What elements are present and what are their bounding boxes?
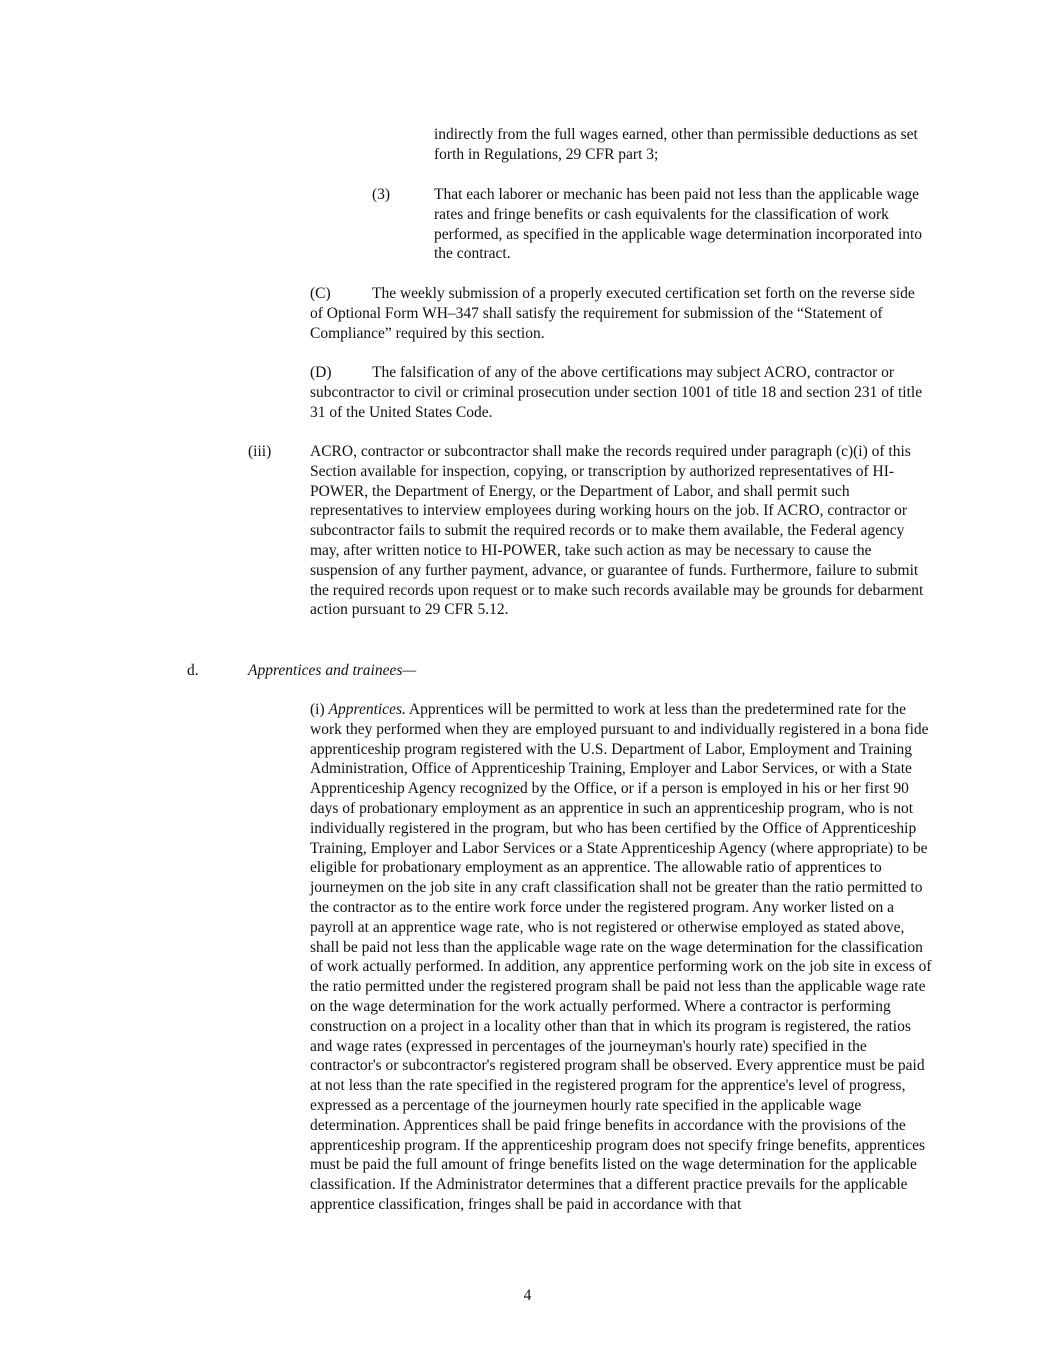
item-c-paragraph — [310, 284, 918, 343]
apprentices-title: Apprentices. — [328, 701, 406, 718]
item-d-label: (D) — [310, 364, 332, 381]
section-d-label: d. — [187, 662, 199, 679]
item-c-text: The weekly submission of a properly executed certification set forth on the reverse side of Optional Form WH–347 shall satisfy the requirement for submission of the “Statement of Compliance” required by this section. — [310, 285, 915, 342]
continuation-paragraph: indirectly from the full wages earned, other than permissible deductions as set forth in Regulations, 29 CFR part 3; — [434, 126, 918, 163]
item-3-paragraph: That each laborer or mechanic has been paid not less than the applicable wage rates and fringe benefits or cash equivalents for the classification of work performed, as specified in the applicable wage determination incorporated into the contract. — [434, 186, 923, 263]
item-iii-label: (iii) — [248, 443, 272, 460]
apprentices-text: Apprentices will be permitted to work at less than the predetermined rate for the work they performed when they are employed pursuant to and individually registered in a bona fide apprenticeship program registered with the U.S. Department of Labor, Employment and Training Administration, Office of Apprenticeship Training, Employer and Labor Services, or with a State Apprenticeship Agency recognized by the Office, or if a person is employed in his or her first 90 days of probationary employment as an apprentice in such an apprenticeship program, who is not individually registered in the program, but who has been certified by the Office of Apprenticeship Training, Employer and Labor Services or a State Apprenticeship Agency (where appropriate) to be eligible for probationary employment as an apprentice. The allowable ratio of apprentices to journeymen on the job site in any craft classification shall not be greater than the ratio permitted to the contractor as to the entire work force under the registered program. Any worker listed on a payroll at an apprentice wage rate, who is not registered or otherwise employed as stated above, shall be paid not less than the applicable wage rate on the wage determination for the classification of work actually performed. In addition, any apprentice performing work on the job site in excess of the ratio permitted under the registered program shall be paid not less than the applicable wage rate on the wage determination for the work actually performed. Where a contractor is performing construction on a project in a locality other than that in which its program is registered, the ratios and wage rates (expressed in percentages of the journeyman's hourly rate) specified in the contractor's or subcontractor's registered program shall be observed. Every apprentice must be paid at not less than the rate specified in the registered program for the apprentice's level of progress, expressed as a percentage of the journeymen hourly rate specified in the applicable wage determination. Apprentices shall be paid fringe benefits in accordance with the provisions of the apprenticeship program. If the apprenticeship program does not specify fringe benefits, apprentices must be paid the full amount of fringe benefits listed on the wage determination for the applicable classification. If the Administrator determines that a different practice prevails for the applicable apprentice classification, fringes shall be paid in accordance with that — [310, 701, 932, 1213]
item-d-text: The falsification of any of the above certifications may subject ACRO, contractor or subcontractor to civil or criminal prosecution under section 1001 of title 18 and section 231 of title 31 of the United States Code. — [310, 364, 923, 421]
item-3-number: (3) — [372, 186, 391, 203]
apprentices-paragraph — [310, 700, 934, 1215]
section-d-heading: Apprentices and trainees— — [248, 662, 417, 679]
item-c-label: (C) — [310, 285, 331, 302]
apprentices-prefix: (i) — [310, 701, 325, 718]
item-iii-paragraph: ACRO, contractor or subcontractor shall make the records required under paragraph (c)(i) of this Section available for inspection, copying, or transcription by authorized representatives of HI-POWER, the Department of Energy, or the Department of Labor, and shall permit such representatives to interview employees during working hours on the job. If ACRO, contractor or subcontractor fails to submit the required records or to make them available, the Federal agency may, after written notice to HI-POWER, take such action as may be necessary to cause the suspension of any further payment, advance, or guarantee of funds. Furthermore, failure to submit the required records upon request or to make such records available may be grounds for debarment action pursuant to 29 CFR 5.12. — [310, 443, 924, 619]
item-d-paragraph — [310, 363, 930, 422]
page-number: 4 — [523, 1287, 532, 1304]
